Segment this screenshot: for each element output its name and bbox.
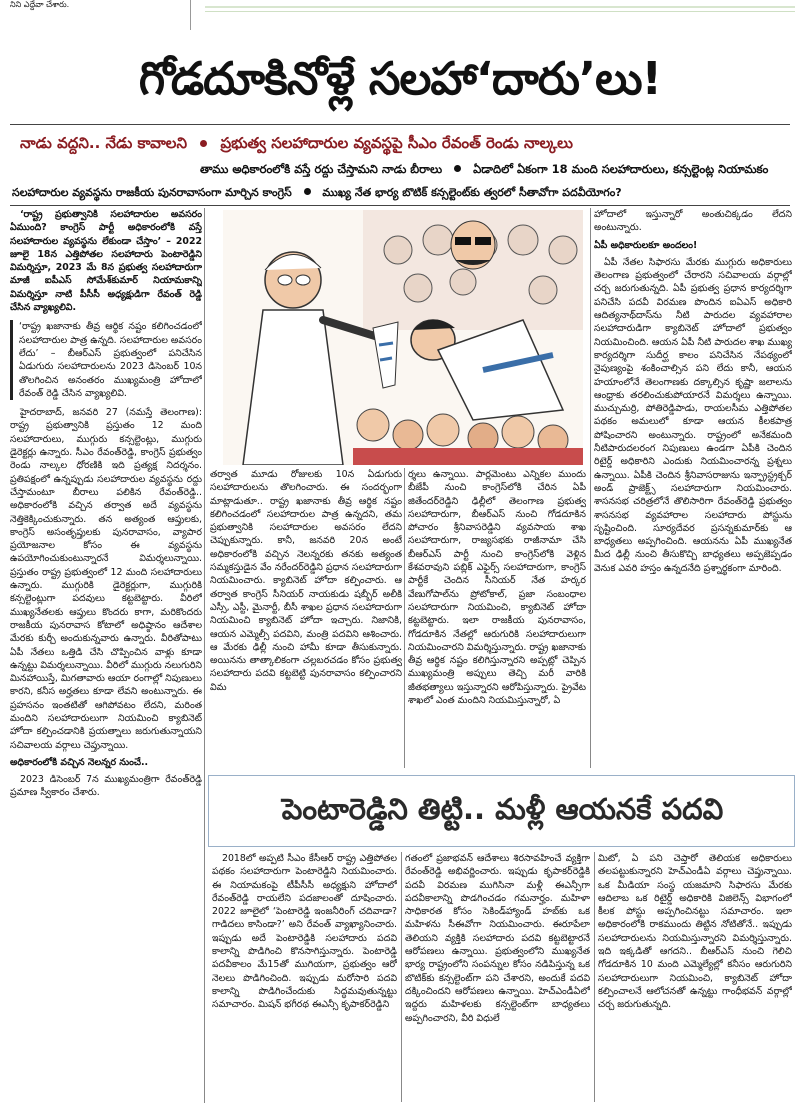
column-divider — [401, 852, 402, 1102]
column-divider — [204, 208, 205, 1103]
deck2-left: సలహాదారుల వ్యవస్థను రాజకీయ పునరావాసంగా మార్చిన కాంగ్రెస్ — [12, 186, 292, 199]
cartoon-illustration — [223, 210, 583, 465]
section2-headline: పెంటారెడ్డిని తిట్టి.. మళ్లీ ఆయనకే పదవి — [281, 792, 724, 826]
column-divider — [404, 468, 405, 768]
bullet-icon — [304, 188, 311, 195]
cartoon-drawing — [223, 210, 583, 465]
pull-quote: ‘రాష్ట్ర ఖజానాకు తీవ్ర ఆర్థిక నష్టం కలిగించడంలో సలహాదారుల పాత్ర ఉన్నది. సలహాదారుల అవసరం లేదు’ – బీఆర్ఎస్ ప్రభుత్వంలో పనిచేసిన ఏడుగురు సలహాదారులను 2023 డిసెంబర్ 10న తొలగించిన అనంతరం ముఖ్యమంత్రి హోదాలో రేవంత్ రెడ్డి చేసిన వ్యాఖ్యలివి. — [10, 320, 202, 400]
deck-line-1 — [10, 158, 790, 180]
section2-text-b: గతంలో ప్రజాభవన్ ఆదేశాలు శిరసావహించే వ్యక్తిగా రేవంత్‌రెడ్డి అభివర్ణించారు. ఇప్పుడు కృపాకర్‌రెడ్డికి పదవీ విరమణ ముగిసినా మళ్లీ ఈఎన్సీగా పదవీకాలాన్ని పొడగించడం గమనార్హం. మహిళా సాధికారత కోసం సెకిండ్‌హ్యాండ్ హబ్‌కు ఒక మహిళను సీఈవోగా నియమించారు. ఈరూపేలా తెలియని వ్యక్తికి సలహాదారు పదవి కట్టబెట్టారనే ఆరోపణలు ఉన్నాయి. ప్రభుత్వంలోని ముఖ్యనేత భార్య రాష్ట్రంలోని సంపన్నుల కోసం నడిపిస్తున్న ఒక బొటిక్‌కు కన్సల్టెంట్‌గా పని చేశారని, అందుకే పదవి దక్కించిందని ఆరోపణలు ఉన్నాయి. హెచ్ఎండీఏలో ఇద్దరు మహిళలకు కన్సల్టెంట్‌గా బాధ్యతలు అప్పగించారని, వీరి విధులే — [405, 853, 590, 1024]
top-divider — [190, 0, 191, 30]
bullet-icon — [454, 165, 461, 172]
article-column-4 — [594, 208, 792, 768]
top-decor-line-2 — [205, 11, 795, 12]
column-divider — [594, 852, 595, 1102]
bullet-icon — [200, 140, 207, 147]
column4-body: ఏపీ నేతల సిఫారసు మేరకు ముగ్గురు అధికారులు తెలంగాణ ప్రభుత్వంలో చేరారని సచివాలయ వర్గాల్లో చర్చ జరుగుతున్నది. ఏపీ ప్రభుత్వ ప్రధాన కార్యదర్శిగా పనిచేసి పదవీ విరమణ పొందిన ఐఏఎస్ అధికారి ఆదిత్యనాథ్‌దాస్‌ను నీటి పారుదల వ్యవహారాల సలహాదారుడిగా క్యాబినెట్ హోదాలో ప్రభుత్వం నియమించింది. ఆయన ఏపీ నీటి పారుదల శాఖ ముఖ్య కార్యదర్శిగా సుదీర్ఘ కాలం పనిచేసిన నేపథ్యంలో నైపుణ్యంపై శంకించాల్సిన పని లేదు కానీ, ఆయన హయాంలోనే తెలంగాణకు దక్కాల్సిన కృష్ణా జలాలను ఆంధ్రాకు తరలించుకుపోయారనే విమర్శలు ఉన్నాయి. ముచ్చుమర్రి, పోతిరెడ్డిపాడు, రాయలసీమ ఎత్తిపోతల పథకం అమలులో కూడా ఆయన కీలకపాత్ర పోషించారని అంటున్నారు. రాష్ట్రంలో అనేకమంది నీటిపారుదలరంగ నిపుణులు ఉండగా ఏపీకి చెందిన రిటైర్డ్ అధికారిని ఎందుకు నియమించారన్న ప్రశ్నలు ఉన్నాయి. ఏపీకి చెందిన శ్రీనివాసరాజును ఇన్ఫ్రాస్ట్రక్చర్ అండ్ ప్రాజెక్ట్స్ సలహాదారుగా నియమించారు. శాసనసభ చరిత్రలోనే తొలిసారిగా రేవంత్‌రెడ్డి ప్రభుత్వం శాసనసభ వ్యవహారాల సలహాదారు పోస్టును సృష్టించింది. సూర్యదేవర ప్రసన్నకుమార్‌కు ఆ బాధ్యతలు అప్పగించింది. ఆయనను ఏపీ ముఖ్యనేత మీద ఢిల్లీ నుంచి తీసుకొచ్చి బాధ్యతలు అప్పజెప్పడం వెనుక ఎవరి హస్తం ఉన్నదనేది ప్రశ్నార్థకంగా మారింది. — [594, 256, 792, 574]
deck-rule — [10, 205, 790, 206]
column4-top: హోదాలో ఇస్తున్నారో అంతుచిక్కడం లేదని అంటున్నారు. — [594, 209, 792, 234]
article-column-3 — [408, 468, 586, 768]
subheading-row — [10, 128, 800, 158]
column1-subhead: అధికారంలోకి వచ్చిన నెలన్నర నుంచే.. — [10, 756, 149, 768]
deck2-right: ముఖ్య నేత భార్య బొటిక్ కన్సల్టెంట్‌కు త్వరలో సీతావోగా పదవీయోగం? — [322, 186, 622, 199]
column4-subhead: ఏపీ అధికారులకూ అందలం! — [594, 239, 698, 251]
top-decor-line — [205, 6, 795, 8]
article-column-2 — [210, 468, 402, 768]
section2-column-a — [212, 852, 397, 1102]
column-divider — [590, 208, 591, 768]
column3-text: ర్శలు ఉన్నాయి. పార్లమెంటు ఎన్నికల ముందు బీజేపీ నుంచి కాంగ్రెస్‌లోకి చేరిన ఏపీ జితేందర్‌రెడ్డిని ఢిల్లీలో తెలంగాణ ప్రభుత్వ సలహాదారుగా, బీఆర్ఎస్ నుంచి గోడదూకిన పోచారం శ్రీనివాసరెడ్డిని వ్యవసాయ శాఖ సలహాదారుగా, రాజ్యసభకు రాజీనామా చేసి బీఆర్ఎస్ పార్టీ నుంచి కాంగ్రెస్‌లోకి వెళ్లిన కేశవరావుని పబ్లిక్ ఎఫైర్స్ సలహాదారుగా, కాంగ్రెస్ పార్టీకే చెందిన సీనియర్ నేత హర్కర వేణుగోపాల్‌ను ప్రోటోకాల్, ప్రజా సంబంధాల సలహాదారుగా నియమించి, క్యాబినెట్ హోదా కట్టబెట్టారు. ఇలా రాజకీయ పునరావాసం, గోడదూకిన నేతల్లో ఆరుగురికి సలహాదారులుగా నియమించారని విమర్శిస్తున్నారు. రాష్ట్ర ఖజానాకు తీవ్ర ఆర్థిక నష్టం కలిగిస్తున్నారని అప్పట్లో చెప్పిన ముఖ్యమంత్రి అప్పులు తెచ్చి మరీ వారికి జీతభత్యాలు ఇస్తున్నారని ఆరోపిస్తున్నారు. ప్రైవేట శాఖలో ఎంత మందిని నియమిస్తున్నారో, ఏ — [408, 469, 586, 707]
section2-column-b — [405, 852, 590, 1102]
article-column-1 — [10, 208, 202, 1103]
section2-text-a: 2018లో అప్పటి సీఎం కేసీఆర్ రాష్ట్ర ఎత్తిపోతల పథకం సలహాదారుగా పెంటారెడ్డిని నియమించారు. ఈ నియామకంపై టీపీసీసీ అధ్యక్షుని హోదాలో రేవంత్‌రెడ్డి రాయలేని పదజాలంతో దూషించారు. 2022 జూలైలో ‘పెంటారెడ్డి ఇంజనీరింగ్ చదివాడా? గాడిదలు కాసిండా?’ అని రేవంత్ వ్యాఖ్యానించారు. ఇప్పుడు అదే పెంటారెడ్డికి సలహాదారు పదవి కాలాన్ని పొడిగించి కొనసాగిస్తున్నారు. పెంటారెడ్డి పదవీకాలం మే15తో ముగియగా, ప్రభుత్వం ఆరో నెలలు పొడిగించింది. ఇప్పుడు మరోసారి పదవి కాలాన్ని పొడిగించేందుకు సిద్ధమవుతున్నట్టు సమాచారం. మిషన్ భగీరథ ఈఎన్సీ కృపాకర్‌రెడ్డిని — [212, 853, 397, 1011]
subheading-right: ప్రభుత్వ సలహాదారుల వ్యవస్థపై సీఎం రేవంత్ రెండు నాల్కలు — [220, 134, 573, 152]
deck1-right: ఏడాదిలో ఏకంగా 18 మంది సలహాదారులు, కన్సల్టెంట్ల నియామకం — [473, 162, 769, 176]
prev-article-fragment: నిని ఎద్దేవా చేశారు. — [10, 0, 70, 9]
column1-tail: 2023 డిసెంబర్ 7న ముఖ్యమంత్రిగా రేవంత్‌రెడ్డి ప్రమాణ స్వీకారం చేశారు. — [10, 774, 202, 799]
deck1-left: తాము అధికారంలోకి వస్తే రద్దు చేస్తామని నాడు బీరాలు — [200, 162, 443, 176]
main-headline: గోడదూకినోళ్లే సలహా‘దారు’లు! — [138, 52, 662, 105]
subheading-left: నాడు వద్దని.. నేడు కావాలని — [20, 134, 187, 152]
dateline-paragraph: హైదరాబాద్, జనవరి 27 (నమస్తే తెలంగాణ): రాష్ట్ర ప్రభుత్వానికి ప్రస్తుతం 12 మంది సలహాదారులు, ముగ్గురు కన్సల్టెంట్లు, ముగ్గురు డైరెక్టర్లు ఉన్నారు. సీఎం రేవంత్‌రెడ్డి, కాంగ్రెస్ ప్రభుత్వం రెండు నాల్కల ధోరణికి ఇది ప్రత్యక్ష నిదర్శనం. ప్రతిపక్షంలో ఉన్నప్పుడు సలహాదారుల వ్యవస్థను రద్దు చేస్తామంటూ బీరాలు పలికిన రేవంత్‌రెడ్డి.. అధికారంలోకి వచ్చిన తర్వాత అదే వ్యవస్థను నెత్తికెక్కించుకున్నారు. తన అత్యంత ఆప్తులకు, కాంగ్రెస్ అసంతృప్తులకు పునరావాసం, వ్యాపార ప్రయోజనాల కోసం ఈ వ్యవస్థను ఉపయోగించుకుంటున్నారనే విమర్శలున్నాయి. ప్రస్తుతం రాష్ట్ర ప్రభుత్వంలో 12 మంది సలహాదారులు ఉన్నారు. ముగ్గురికి డైరెక్టర్లుగా, ముగ్గురికి కన్సల్టెంట్లుగా పదవులు కట్టబెట్టారు. వీరిలో ముఖ్యనేతలకు ఆప్తులు కొందరు కాగా, మరికొందరు రాజకీయ పునరావాస కోటాలో అధిష్ఠానం ఆదేశాల మేరకు కుర్చీ అందుకున్నవారు ఉన్నారు. వీరితోపాటు ఏపీ నేతలు ఒత్తిడి చేసి చొప్పించిన వాళ్లు కూడా ఉన్నట్టు విమర్శలున్నాయి. వీరిలో ముగ్గురు నలుగురిని మినహాయిస్తే, మిగతావారు ఆయా రంగాల్లో నిపుణులు కారని, కనీస అర్హతలు కూడా లేవని అంటున్నారు. ఈ ప్రహసనం ఇంతటితో ఆగిపోవటం లేదని, మరింత మందిని సలహాదారులుగా నియమించి క్యాబినెట్ హోదా కల్పించడానికి ప్రయత్నాలు జరుగుతున్నాయని సచివాలయ వర్గాలు చెప్తున్నాయి. — [10, 407, 202, 751]
intro-quote: ‘రాష్ట్ర ప్రభుత్వానికి సలహాదారుల అవసరం ఏముంది? కాంగ్రెస్ పార్టీ అధికారంలోకి వస్తే సలహాదారుల వ్యవస్థను లేకుండా చేస్తాం’ – 2022 జూలై 18న ఎత్తిపోతల సలహాదారు పెంటారెడ్డిని విమర్శిస్తూ, 2023 మే 8న ప్రభుత్వ సలహాదారుగా మాజీ ఐపీఎస్ సోమేశ్‌కుమార్ నియామకాన్ని విమర్శిస్తూ నాటి పీసీసీ అధ్యక్షుడిగా రేవంత్ రెడ్డి చేసిన వ్యాఖ్యలివి. — [10, 209, 202, 314]
section2-text-c: మిటో, ఏ పని చెప్తారో తెలియక అధికారులు తలపట్టుకున్నారని హెచ్ఎండీఏ వర్గాలు చెప్తున్నాయి. ఒక మీడియా సంస్థ యజమాని సిఫారసు మేరకు ఆదిలాబ ఒక రిటైర్డ్ అధికారికి విజిలెన్స్ విభాగంలో కీలక పోస్టు అప్పగించినట్టు సమాచారం. ఇలా అధికారంలోకి రాకముందు తిట్టిన నోటితోనే.. ఇప్పుడు సలహాదారులను నియమిస్తున్నారని విమర్శిస్తున్నారు. ఇది ఇక్కడితో ఆగదని.. బీఆర్ఎస్ నుంచి గెలిచి గోడదూకిన 10 మంది ఎమ్మెల్యేల్లో కనీసం ఆరుగురిని సలహాదారులుగా నియమించి, క్యాబినెట్ హోదా కల్పించాలనే ఆలోచనతో ఉన్నట్టు గాంధీభవన్ వర్గాల్లో చర్చ జరుగుతున్నది. — [598, 853, 792, 1011]
section2-column-c — [598, 852, 792, 1102]
deck-line-2 — [10, 182, 792, 204]
column2-text: తర్వాత మూడు రోజులకు 10న ఏడుగురు సలహాదారులను తొలగించారు. ఈ సందర్భంగా మాట్లాడుతూ.. రాష్ట్ర ఖజానాకు తీవ్ర ఆర్థిక నష్టం కలిగించడంలో సలహాదారుల పాత్ర ఉన్నదని, తమ ప్రభుత్వానికి సలహాదారుల అవసరం లేదని చెప్పుకున్నారు. కానీ, జనవరి 20న అంటే అధికారంలోకి వచ్చిన నెలన్నరకు తనకు అత్యంత సమ్మకస్తుడైన వేం నరేందర్‌రెడ్డిని ప్రధాన సలహాదారుగా నియమించారు. క్యాబినెట్ హోదా కల్పించారు. ఆ తర్వాత కాంగ్రెస్ సీనియర్ నాయకుడు షబ్బీర్ అలీకి ఎస్సీ, ఎస్టీ, మైనార్టీ, బీసీ శాఖల ప్రధాన సలహాదారుగా నియమించి క్యాబినెట్ హోదా ఇచ్చారు. నిజానికి, ఆయన ఎమ్మెల్సీ పదవిని, మంత్రి పదవిని ఆశించారు. ఆ మేరకు ఢిల్లీ నుంచి హామీ కూడా తీసుకున్నారు. అయినను తాత్కాలికంగా చల్లబరచడం కోసం ప్రభుత్వ సలహాదారు పదవి కట్టబెట్టి పునరావాసం కల్పించారని విమ — [210, 469, 402, 693]
headline-rule — [10, 124, 790, 125]
